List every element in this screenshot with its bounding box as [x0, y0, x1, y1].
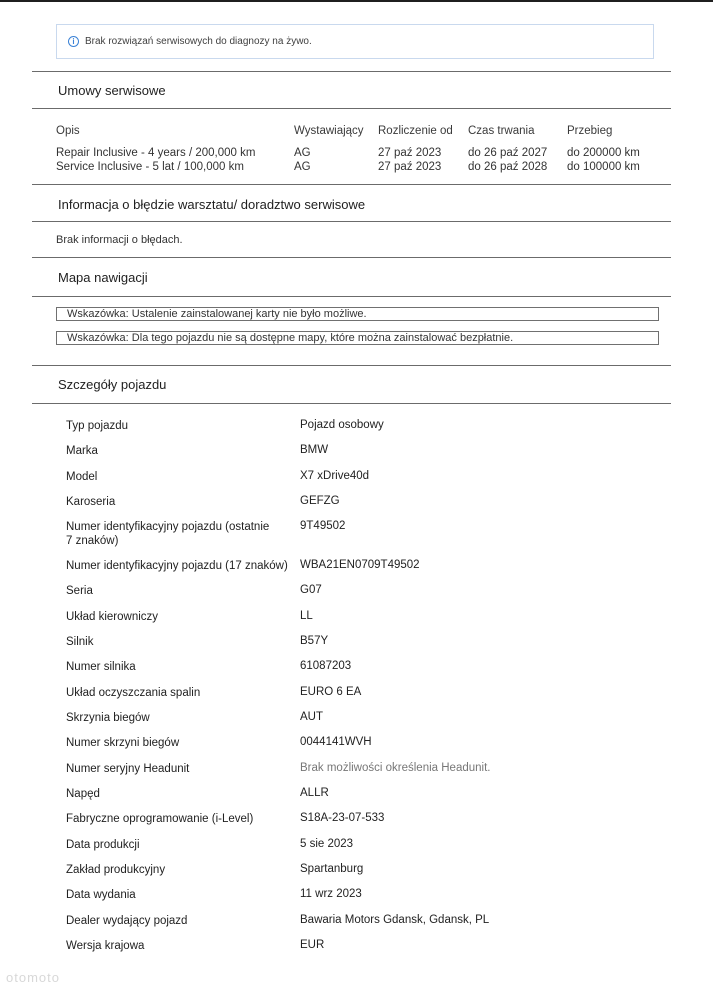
column-header: Rozliczenie od: [378, 125, 453, 137]
row-value: Pojazd osobowy: [300, 419, 384, 431]
section-title-vehicle-details: Szczegóły pojazdu: [58, 377, 167, 392]
row-label: Seria: [66, 585, 93, 597]
row-value: GEFZG: [300, 495, 340, 507]
row-label: Układ kierowniczy: [66, 611, 159, 623]
row-label: Napęd: [66, 788, 100, 800]
divider: [32, 403, 671, 404]
section-title-service-contracts: Umowy serwisowe: [58, 83, 166, 98]
divider: [32, 365, 671, 366]
table-cell: AG: [294, 161, 311, 173]
column-header: Wystawiający: [294, 125, 364, 137]
row-value: 11 wrz 2023: [300, 888, 362, 900]
row-value: EUR: [300, 939, 325, 951]
workshop-info-text: Brak informacji o błędach.: [56, 234, 183, 246]
column-header: Przebieg: [567, 125, 613, 137]
row-label: Typ pojazdu: [66, 420, 129, 432]
table-cell: do 200000 km: [567, 147, 640, 159]
row-value: Brak możliwości określenia Headunit.: [300, 762, 491, 774]
info-icon: i: [68, 36, 79, 47]
row-label: Model: [66, 471, 98, 483]
row-label: Zakład produkcyjny: [66, 864, 166, 876]
table-cell: Repair Inclusive - 4 years / 200,000 km: [56, 147, 256, 159]
section-title-navigation-map: Mapa nawigacji: [58, 270, 148, 285]
row-label: Dealer wydający pojazd: [66, 915, 188, 927]
info-notice: [56, 24, 654, 59]
row-label: Data wydania: [66, 889, 136, 901]
row-value: S18A-23-07-533: [300, 812, 385, 824]
divider: [32, 257, 671, 258]
row-value: B57Y: [300, 635, 329, 647]
row-value: 5 sie 2023: [300, 838, 354, 850]
table-cell: do 26 paź 2028: [468, 161, 548, 173]
navigation-hint: [56, 331, 659, 345]
hint-text: Ustalenie zainstalowanej karty nie było możliwe.: [128, 308, 367, 320]
row-value: G07: [300, 584, 322, 596]
table-cell: do 100000 km: [567, 161, 640, 173]
hint-text: Dla tego pojazdu nie są dostępne mapy, które można zainstalować bezpłatnie.: [128, 332, 514, 344]
notice-text: Brak rozwiązań serwisowych do diagnozy na żywo.: [85, 36, 312, 47]
row-value: EURO 6 EA: [300, 686, 362, 698]
row-value: 9T49502: [300, 520, 346, 532]
row-label: Silnik: [66, 636, 94, 648]
divider: [32, 108, 671, 109]
row-label: Karoseria: [66, 496, 116, 508]
table-cell: 27 paź 2023: [378, 147, 442, 159]
row-value: AUT: [300, 711, 323, 723]
row-label: Numer seryjny Headunit: [66, 763, 190, 775]
divider: [32, 71, 671, 72]
row-value: 61087203: [300, 660, 352, 672]
row-value: Bawaria Motors Gdansk, Gdansk, PL: [300, 914, 490, 926]
navigation-hint: [56, 307, 659, 321]
hint-label: Wskazówka:: [67, 332, 129, 344]
row-label: Układ oczyszczania spalin: [66, 687, 201, 699]
hint-label: Wskazówka:: [67, 308, 129, 320]
row-label: Marka: [66, 445, 98, 457]
row-label: Numer identyfikacyjny pojazdu (ostatnie 7 znaków): [66, 521, 270, 547]
watermark: otomoto: [6, 970, 60, 985]
top-border: [0, 0, 713, 2]
row-value: X7 xDrive40d: [300, 470, 370, 482]
table-cell: 27 paź 2023: [378, 161, 442, 173]
divider: [32, 184, 671, 185]
table-cell: AG: [294, 147, 311, 159]
row-label: Numer identyfikacyjny pojazdu (17 znaków): [66, 560, 288, 572]
row-value: LL: [300, 610, 313, 622]
row-value: BMW: [300, 444, 329, 456]
row-label: Data produkcji: [66, 839, 140, 851]
row-label: Numer skrzyni biegów: [66, 737, 180, 749]
row-label: Skrzynia biegów: [66, 712, 150, 724]
row-label: Fabryczne oprogramowanie (i-Level): [66, 813, 254, 825]
divider: [32, 221, 671, 222]
row-value: Spartanburg: [300, 863, 364, 875]
row-value: ALLR: [300, 787, 329, 799]
section-title-workshop-info: Informacja o błędzie warsztatu/ doradztwo serwisowe: [58, 197, 366, 212]
column-header: Opis: [56, 125, 80, 137]
row-value: WBA21EN0709T49502: [300, 559, 420, 571]
row-value: 0044141WVH: [300, 736, 372, 748]
row-label: Numer silnika: [66, 661, 136, 673]
table-cell: do 26 paź 2027: [468, 147, 548, 159]
column-header: Czas trwania: [468, 125, 535, 137]
divider: [32, 296, 671, 297]
row-label: Wersja krajowa: [66, 940, 145, 952]
table-cell: Service Inclusive - 5 lat / 100,000 km: [56, 161, 244, 173]
